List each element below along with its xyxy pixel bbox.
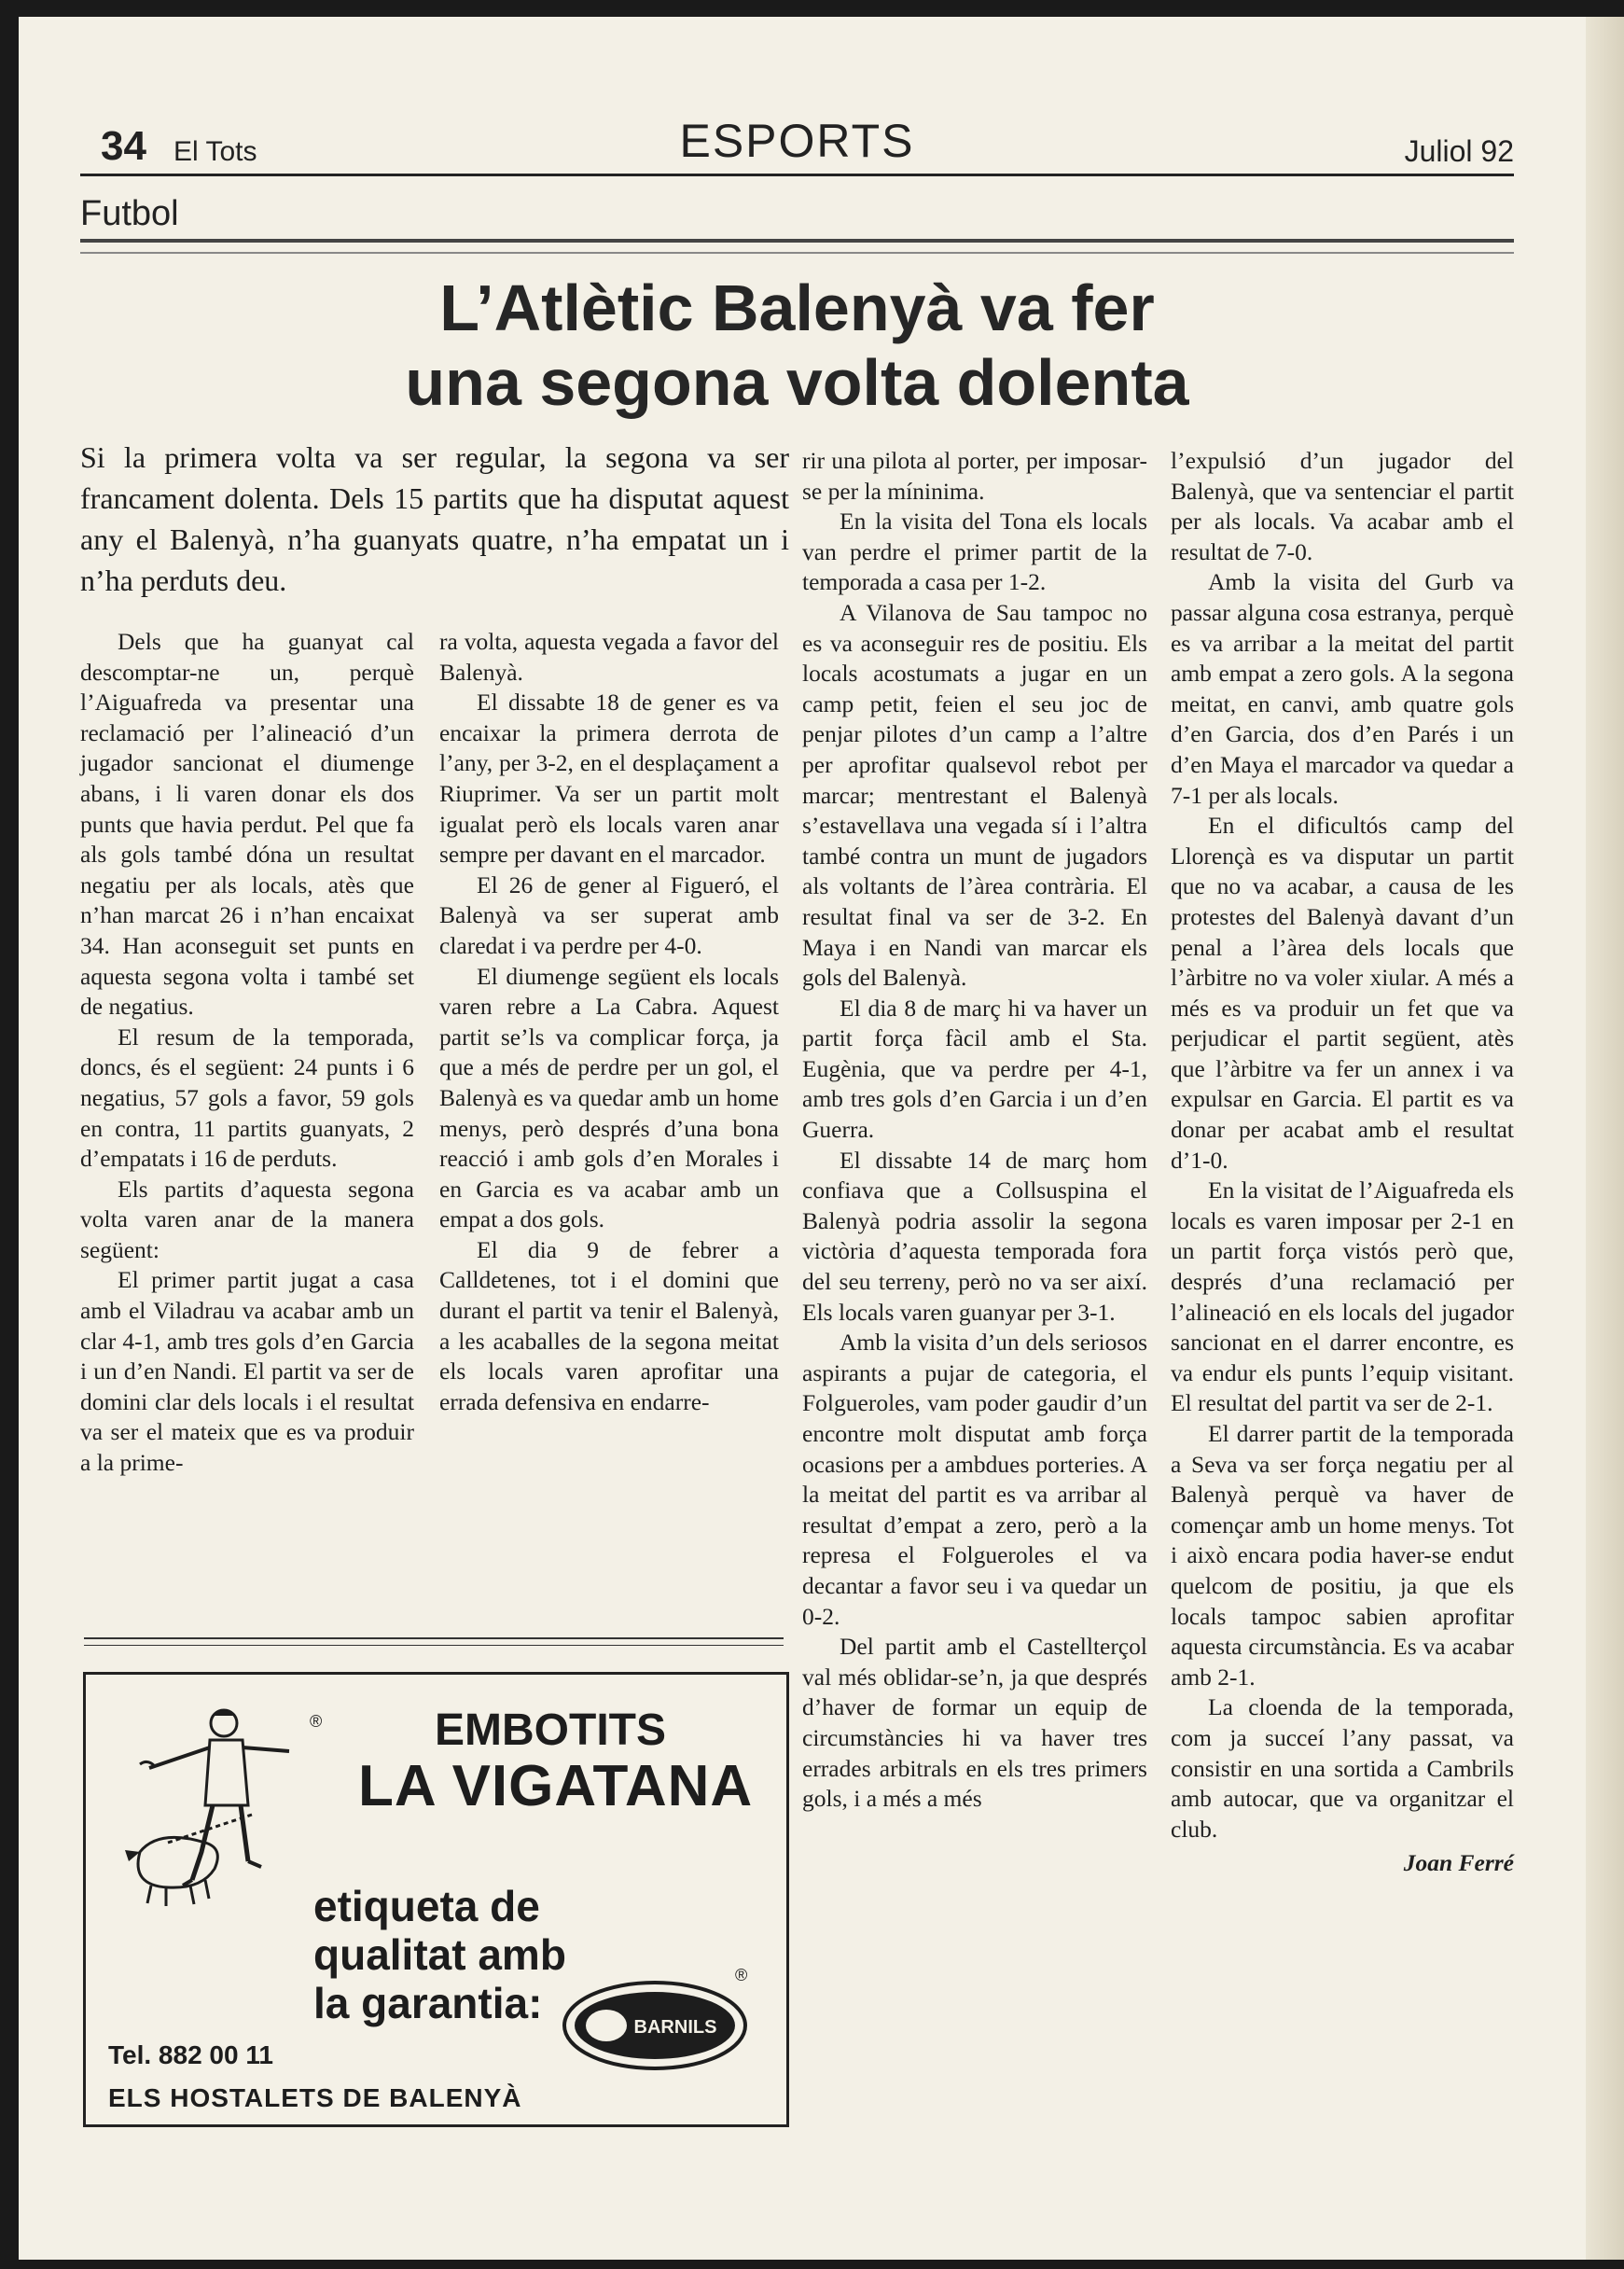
page-edge <box>1586 17 1624 2260</box>
paragraph: Amb la visita del Gurb va passar alguna cosa estranya, perquè es va arribar a la meitat del partit amb empat a zero gols. A la segona meitat, en canvi, amb quatre gols d’en Garcia, dos d’en Parés i un d’en Maya el marcador va quedar a 7-1 per als locals. <box>1171 568 1514 809</box>
logo-text: BARNILS <box>633 2017 717 2038</box>
paragraph: El resum de la temporada, doncs, és el següent: 24 punts i 6 negatius, 57 gols a favor, 59 gols en contra, 11 partits guanyats, 2 d’empatats i 16 de perduts. <box>80 1023 414 1173</box>
magazine-page <box>19 17 1586 2260</box>
paragraph: Els partits d’aquesta segona volta varen anar de la manera següent: <box>80 1175 414 1263</box>
author-signature: Joan Ferré <box>1403 1849 1514 1877</box>
article-lead: Si la primera volta va ser regular, la segona va ser francament dolenta. Dels 15 partits que ha disputat aquest any el Balenyà, n’ha guanyats quatre, n’ha empatat un i n’ha perduts deu. <box>80 440 789 597</box>
text-column-1 <box>80 627 414 1479</box>
text-column-4 <box>1171 446 1514 1879</box>
title-line-2: una segona volta dolenta <box>405 346 1189 419</box>
paragraph: El darrer partit de la temporada a Seva va ser força negatiu per al Balenyà perquè va haver de començar amb un home menys. Tot i això encara podia haver-se endut quelcom de positiu, ja que els locals tampoc sabien aprofitar aquesta circumstància. Es va acabar amb 2-1. <box>1171 1420 1514 1691</box>
ad-brand-line-2: LA VIGATANA <box>358 1754 754 1818</box>
paragraph: Dels que ha guanyat cal descomptar-ne un, perquè l’Aiguafreda va presentar una reclamació per l’alineació d’un jugador sancionat el diumenge abans, i li varen donar els dos punts que havia perdut. Pel que fa als gols també dóna un resultat negatiu per als locals, atès que n’han marcat 26 i n’han encaixat 34. Han aconseguit set punts en aquesta segona volta i també set de negatius. <box>80 628 414 1021</box>
advertisement <box>83 1672 789 2127</box>
category-rule <box>80 239 1514 254</box>
magazine-name: El Tots <box>174 136 257 167</box>
article-category: Futbol <box>80 194 179 233</box>
page-number: 34 <box>101 123 146 169</box>
title-line-1: L’Atlètic Balenyà va fer <box>439 271 1155 344</box>
paragraph: El dia 8 de març hi va haver un partit força fàcil amb el Sta. Eugènia, que va perdre per 4-1, amb tres gols d’en Garcia i un d’en Guerra. <box>802 994 1147 1144</box>
tagline-line: qualitat amb <box>313 1930 566 1979</box>
ad-brand-line-1: EMBOTITS <box>435 1705 666 1755</box>
issue-date: Juliol 92 <box>1404 134 1514 168</box>
registered-mark: ® <box>310 1712 323 1731</box>
ad-address: ELS HOSTALETS DE BALENYÀ <box>108 2083 522 2112</box>
section-title: ESPORTS <box>679 115 915 167</box>
tagline-line: la garantia: <box>313 1979 543 2027</box>
butcher-with-pig-icon <box>112 1703 317 1936</box>
article-title <box>80 271 1514 420</box>
text-column-2 <box>439 627 779 1417</box>
paragraph: El dissabte 18 de gener es va encaixar la primera derrota de l’any, per 3-2, en el desplaçament a Riuprimer. Va ser un partit molt igualat però els locals varen anar sempre per davant en el marcador. <box>439 689 779 869</box>
paragraph: En la visitat de l’Aiguafreda els locals es varen imposar per 2-1 en un partit força vistós però que, després d’una reclamació per l’alineació en els locals del jugador sancionat en el darrer encontre, es va endur els punts l’equip visitant. El resultat del partit va ser de 2-1. <box>1171 1176 1514 1417</box>
paragraph: En el dificultós camp del Llorençà es va disputar un partit que no va acabar, a causa de les protestes del Balenyà davant d’un penal a l’àrea dels locals que l’àrbitre no va voler xiular. A més a més es va produir un fet que va perjudicar el partit següent, atès que l’àrbitre va fer un annex i va expulsar en Garcia. El partit es va donar per acabat amb el resultat d’1-0. <box>1171 812 1514 1174</box>
ad-phone: Tel. 882 00 11 <box>108 2040 273 2069</box>
ad-separator <box>84 1637 784 1646</box>
registered-mark: ® <box>735 1966 748 1984</box>
text-column-3 <box>802 446 1147 1815</box>
paragraph: Del partit amb el Castellterçol val més oblidar-se’n, ja que després d’haver de formar un equip de circumstàncies hi va haver tres errades arbitrals en els tres primers gols, i a més a més <box>802 1633 1147 1813</box>
paragraph: El 26 de gener al Figueró, el Balenyà va ser superat amb claredat i va perdre per 4-0. <box>439 870 779 959</box>
paragraph: El dissabte 14 de març hom confiava que a Collsuspina el Balenyà podria assolir la segona victòria d’aquesta temporada fora del seu terreny, però no va ser així. Els locals varen guanyar per 3-1. <box>802 1146 1147 1326</box>
paragraph: La cloenda de la temporada, com ja succeí l’any passat, va consistir en una sortida a Cambrils amb autocar, que va organitzar el club. <box>1171 1693 1514 1843</box>
ad-tagline <box>313 1882 566 2027</box>
paragraph: ra volta, aquesta vegada a favor del Balenyà. <box>439 628 779 686</box>
paragraph: A Vilanova de Sau tampoc no es va aconseguir res de positiu. Els locals acostumats a jugar en un camp petit, feien el seu joc de penjar pilotes d’un camp a l’altre per aprofitar qualsevol rebot per marcar; mentrestant el Balenyà s’estavellava una vegada sí i l’altra també contra un munt de jugadors als voltants de l’àrea contrària. El resultat final va ser de 3-2. En Maya i en Nandi van marcar els gols del Balenyà. <box>802 598 1147 992</box>
paragraph: El primer partit jugat a casa amb el Viladrau va acabar amb un clar 4-1, amb tres gols d’en Garcia i un d’en Nandi. El partit va ser de domini clar dels locals i el resultat va ser el mateix que es va produir a la prime- <box>80 1266 414 1477</box>
paragraph: Amb la visita d’un dels seriosos aspirants a pujar de categoria, el Folgueroles, vam poder gaudir d’un encontre molt disputat amb força ocasions per a ambdues porteries. A la meitat del partit es va arribar al resultat d’empat a zero, però a la represa el Folgueroles el va decantar a favor seu i va quedar un 0-2. <box>802 1329 1147 1630</box>
tagline-line: etiqueta de <box>313 1882 540 1930</box>
barnils-logo <box>562 1979 748 2072</box>
paragraph: El dia 9 de febrer a Calldetenes, tot i el domini que durant el partit va tenir el Balenyà, a les acaballes de la segona meitat els locals varen aprofitar una errada defensiva en endarre- <box>439 1235 779 1415</box>
page-header <box>80 106 1514 176</box>
paragraph: l’expulsió d’un jugador del Balenyà, que va sentenciar el partit per als locals. Va acabar amb el resultat de 7-0. <box>1171 447 1514 565</box>
paragraph: rir una pilota al porter, per imposar-se per la míninima. <box>802 447 1147 505</box>
paragraph: En la visita del Tona els locals van perdre el primer partit de la temporada a casa per 1-2. <box>802 508 1147 596</box>
paragraph: El diumenge següent els locals varen rebre a La Cabra. Aquest partit se’ls va complicar força, ja que a més de perdre per un gol, el Balenyà es va quedar amb un home menys, però després d’una bona reacció i amb gols d’en Morales i en Garcia es va acabar amb un empat a dos gols. <box>439 962 779 1233</box>
